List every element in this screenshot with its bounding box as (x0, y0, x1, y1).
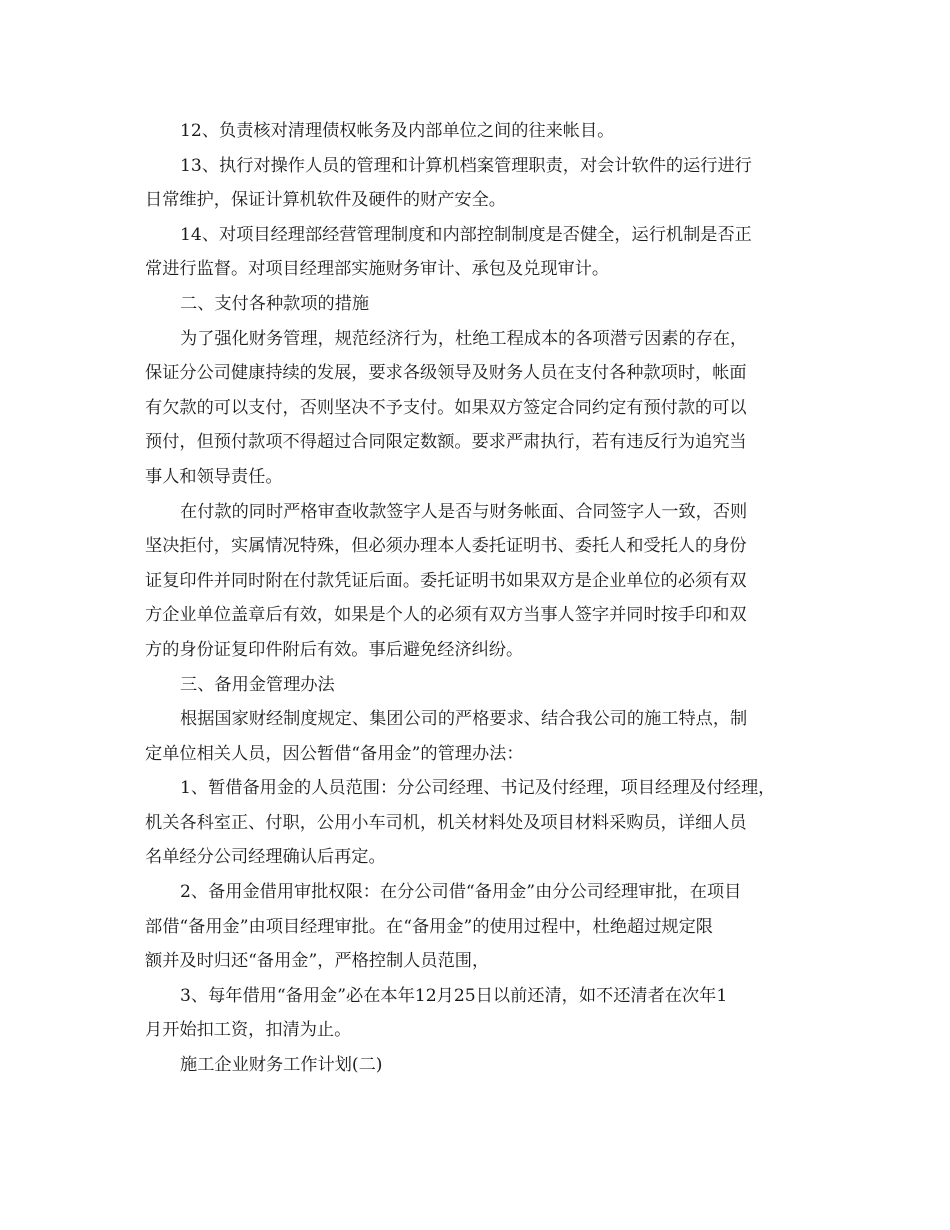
text-line-24: 部借“备用金”由项目经理审批。在“备用金”的使用过程中，杜绝超过规定限 (145, 916, 713, 937)
text-line-11: 事人和领导责任。 (145, 466, 283, 487)
text-line-10: 预付，但预付款项不得超过合同限定数额。要求严肃执行，若有违反行为追究当 (145, 432, 747, 453)
section-heading-payment: 二、支付各种款项的措施 (180, 293, 370, 314)
section-heading-petty-cash: 三、备用金管理办法 (180, 674, 335, 695)
text-line-19: 定单位相关人员，因公暂借“备用金”的管理办法： (145, 743, 524, 764)
text-line-21: 机关各科室正、付职，公用小车司机，机关材料处及项目材料采购员，详细人员 (145, 812, 747, 833)
text-line-07: 为了强化财务管理，规范经济行为，杜绝工程成本的各项潜亏因素的存在， (180, 328, 748, 349)
text-line-18: 根据国家财经制度规定、集团公司的严格要求、结合我公司的施工特点，制 (180, 709, 748, 730)
text-line-22: 名单经分公司经理确认后再定。 (145, 847, 386, 868)
text-line-02: 13、执行对操作人员的管理和计算机档案管理职责，对会计软件的运行进行 (180, 155, 752, 176)
text-line-05: 常进行监督。对项目经理部实施财务审计、承包及兑现审计。 (145, 259, 610, 280)
text-line-13: 坚决拒付，实属情况特殊，但必须办理本人委托证明书、委托人和受托人的身份 (145, 536, 747, 557)
text-line-15: 方企业单位盖章后有效，如果是个人的必须有双方当事人签字并同时按手印和双 (145, 605, 747, 626)
text-line-08: 保证分公司健康持续的发展，要求各级领导及财务人员在支付各种款项时，帐面 (145, 363, 747, 384)
text-line-16: 方的身份证复印件附后有效。事后避免经济纠纷。 (145, 639, 524, 660)
text-line-23: 2、备用金借用审批权限：在分公司借“备用金”由分公司经理审批，在项目 (180, 882, 742, 903)
text-line-09: 有欠款的可以支付，否则坚决不予支付。如果双方签定合同约定有预付款的可以 (145, 397, 747, 418)
text-line-12: 在付款的同时严格审查收款签字人是否与财务帐面、合同签字人一致，否则 (180, 501, 748, 522)
text-line-03: 日常维护，保证计算机软件及硬件的财产安全。 (145, 190, 506, 211)
text-line-14: 证复印件并同时附在付款凭证后面。委托证明书如果双方是企业单位的必须有双 (145, 570, 747, 591)
text-line-01: 12、负责核对清理债权帐务及内部单位之间的往来帐目。 (180, 121, 615, 141)
text-line-27: 月开始扣工资，扣清为止。 (145, 1020, 352, 1041)
text-line-25: 额并及时归还“备用金”，严格控制人员范围， (145, 951, 490, 972)
text-line-04: 14、对项目经理部经营管理制度和内部控制制度是否健全，运行机制是否正 (180, 224, 752, 245)
document-title-part-two: 施工企业财务工作计划(二) (180, 1055, 383, 1076)
text-line-26: 3、每年借用“备用金”必在本年12月25日以前还清，如不还清者在次年1 (180, 985, 728, 1006)
document-body (145, 114, 815, 1083)
text-line-20: 1、暂借备用金的人员范围：分公司经理、书记及付经理，项目经理及付经理， (180, 778, 776, 799)
